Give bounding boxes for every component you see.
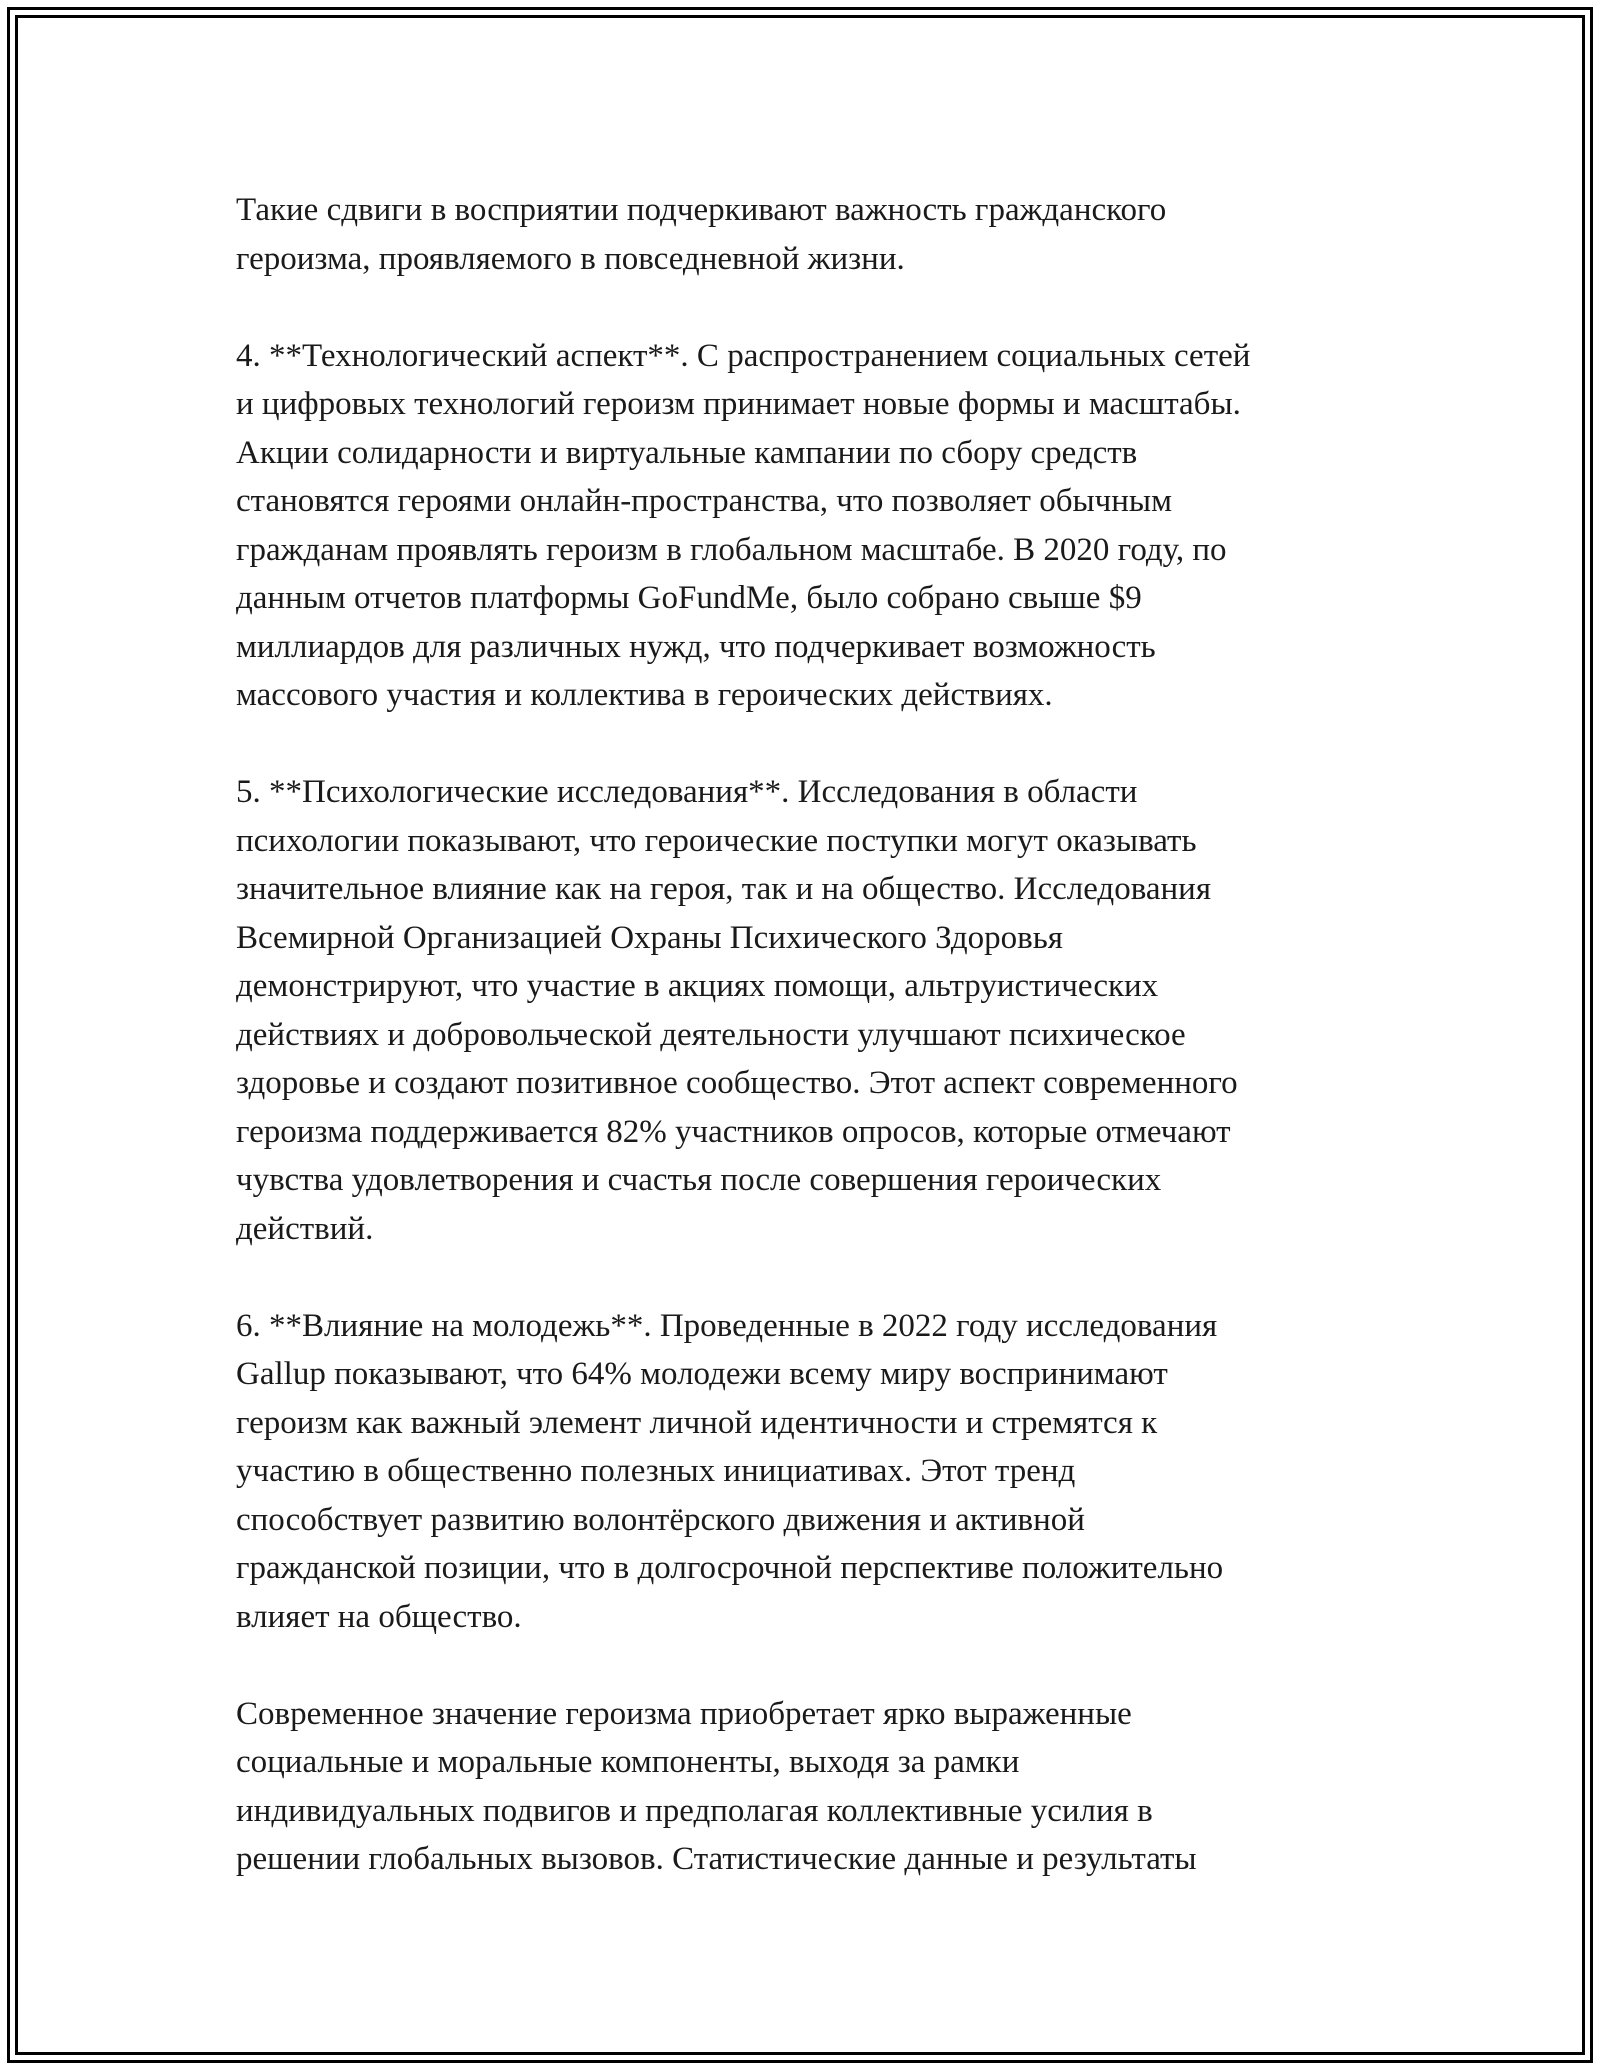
paragraph-technological-aspect: 4. **Технологический аспект**. С распространением социальных сетей и цифровых технологий героизм принимает новые формы и масштабы. Акции солидарности и виртуальные кампании по сбору средств становятся героями онлайн-пространства, что позволяет обычным гражданам проявлять героизм в глобальном масштабе. В 2020 году, по данным отчетов платформы GoFundMe, было собрано свыше $9 миллиардов для различных нужд, что подчеркивает возможность массового участия и коллектива в героических действиях.	[236, 337, 1251, 713]
paragraph-psychological-research: 5. **Психологические исследования**. Исследования в области психологии показывают, что героические поступки могут оказывать значительное влияние как на героя, так и на общество. Исследования Всемирной Организацией Охраны Психического Здоровья демонстрируют, что участие в акциях помощи, альтруистических действиях и добровольческой деятельности улучшают психическое здоровье и создают позитивное сообщество. Этот аспект современного героизма поддерживается 82% участников опросов, которые отмечают чувства удовлетворения и счастья после совершения героических действий.	[236, 774, 1238, 1247]
paragraph-modern-meaning: Современное значение героизма приобретает ярко выраженные социальные и моральные компоненты, выходя за рамки индивидуальных подвигов и предполагая коллективные усилия в решении глобальных вызовов. Статистические данные и результаты	[236, 1695, 1197, 1877]
document-body	[236, 186, 1376, 1884]
paragraph-youth-influence: 6. **Влияние на молодежь**. Проведенные в 2022 году исследования Gallup показывают, что 64% молодежи всему миру воспринимают героизм как важный элемент личной идентичности и стремятся к участию в общественно полезных инициативах. Этот тренд способствует развитию волонтёрского движения и активной гражданской позиции, что в долгосрочной перспективе положительно влияет на общество.	[236, 1307, 1224, 1635]
paragraph-civic-heroism: Такие сдвиги в восприятии подчеркивают важность гражданского героизма, проявляемого в повседневной жизни.	[236, 192, 1167, 277]
